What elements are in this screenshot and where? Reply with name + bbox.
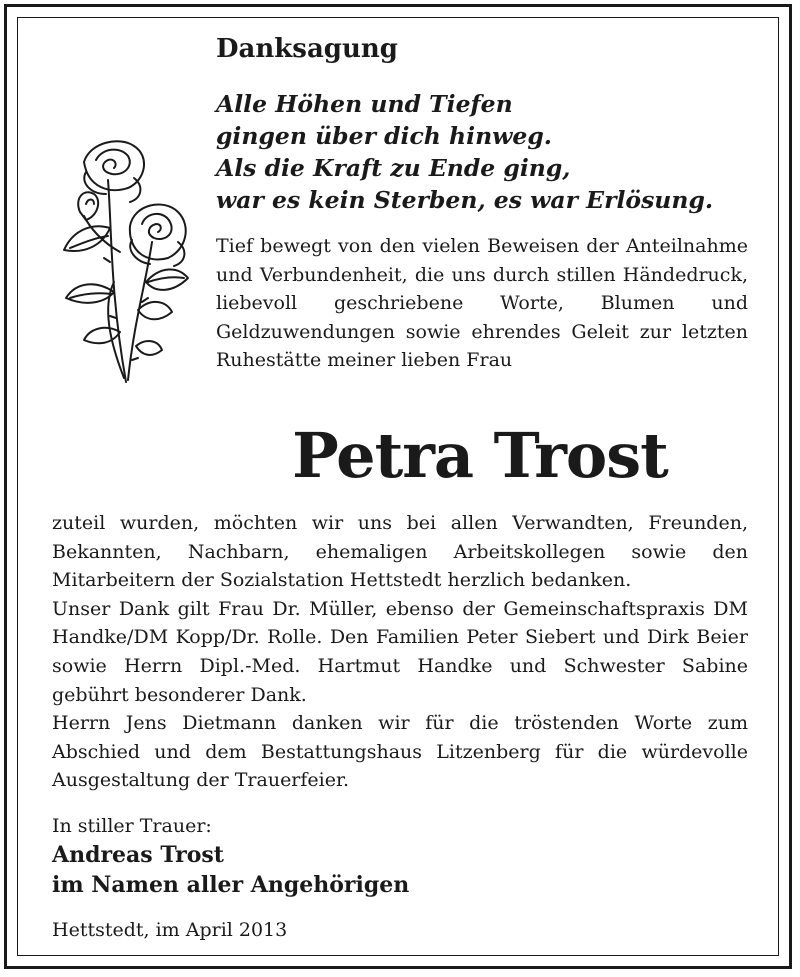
intro-paragraph: Tief bewegt von den vielen Beweisen der Anteilnahme und Verbundenheit, die uns durch stillen Händedruck, liebevoll geschriebene Worte, Blumen und Geldzuwendungen sowie ehrendes Geleit zur letzten Ruhestätte meiner lieben Frau: [216, 235, 748, 372]
rose-illustration-icon: [50, 132, 192, 387]
poem: [216, 88, 713, 216]
deceased-name: Petra Trost: [292, 419, 668, 492]
poem-line: Als die Kraft zu Ende ging,: [216, 154, 571, 182]
body-paragraph: zuteil wurden, möchten wir uns bei allen Verwandten, Freunden, Bekannten, Nachbarn, ehemaligen Arbeitskollegen sowie den Mitarbeitern der Sozialstation Hettstedt herzlich bedanken.: [52, 512, 748, 592]
signer-name: Andreas Trost: [52, 842, 224, 868]
poem-line: gingen über dich hinweg.: [216, 122, 552, 150]
closing-block: [52, 812, 409, 900]
closing-intro: In stiller Trauer:: [52, 815, 212, 837]
poem-line: war es kein Sterben, es war Erlösung.: [216, 186, 714, 214]
body-paragraph: Unser Dank gilt Frau Dr. Müller, ebenso der Gemeinschaftspraxis DM Handke/DM Kopp/Dr. Rolle. Den Familien Peter Siebert und Dirk Beier sowie Herrn Dipl.-Med. Hartmut Handke und Schwester Sabine gebührt besonderer Dank.: [52, 597, 748, 706]
body-paragraph: Herrn Jens Dietmann danken wir für die tröstenden Worte zum Abschied und dem Bestattungshaus Litzenberg für die würdevolle Ausgestaltung der Trauerfeier.: [52, 712, 748, 792]
notice-title: Danksagung: [216, 34, 398, 64]
signer-note: im Namen aller Angehörigen: [52, 872, 410, 898]
body-text: [52, 509, 748, 795]
poem-line: Alle Höhen und Tiefen: [216, 90, 513, 118]
place-date: Hettstedt, im April 2013: [52, 919, 288, 941]
